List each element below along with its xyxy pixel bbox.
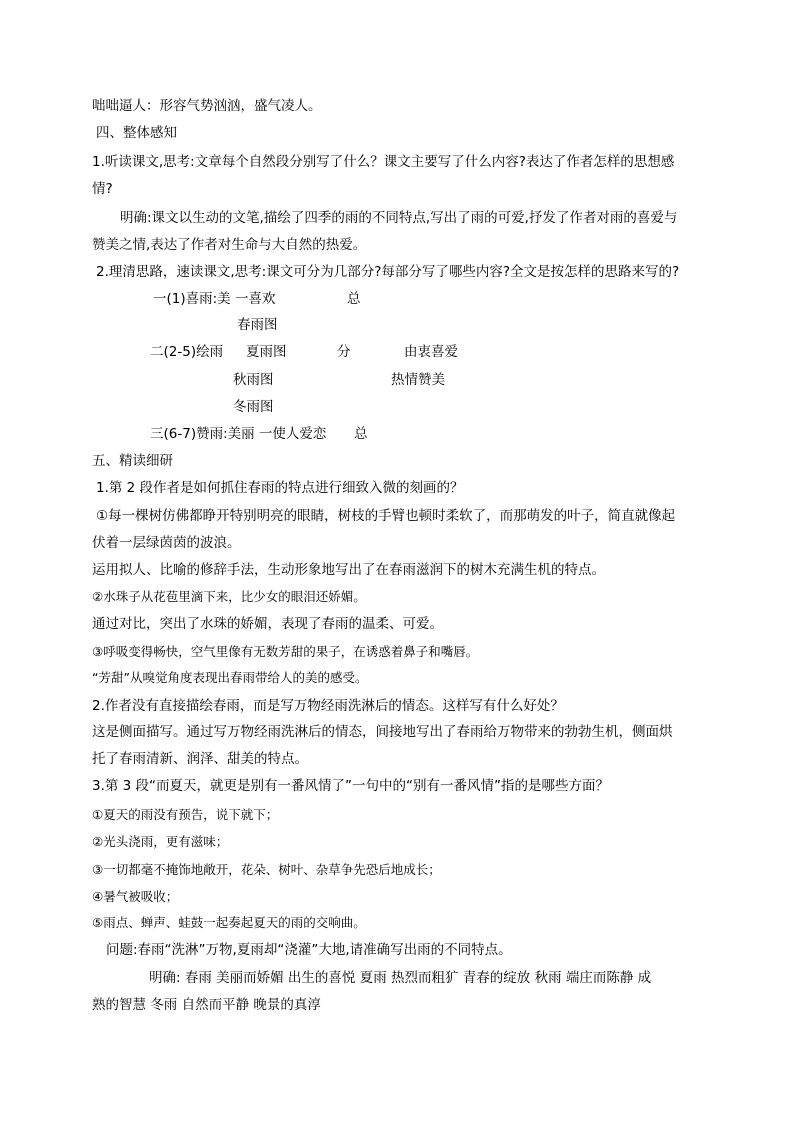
quote-2: ②水珠子从花苞里滴下来，比少女的眼泪还娇媚。: [92, 589, 366, 604]
outline-summer-rain: 夏雨图: [246, 344, 287, 360]
question-5: 3.第 3 段“而夏天，就更是别有一番风情了”一句中的“别有一番风情”指的是哪些方面？: [92, 778, 610, 794]
answer-6-line-2: 熟的智慧 冬雨 自然而平静 晚景的真淳: [92, 997, 321, 1013]
summer-point-3: ③一切都毫不掩饰地敞开，花朵、树叶、杂草争先恐后地成长；: [92, 862, 441, 877]
question-3: 1.第 2 段作者是如何抓住春雨的特点进行细致入微的刻画的？: [96, 480, 464, 496]
summer-point-2: ②光头浇雨，更有滋味；: [92, 834, 229, 849]
quote-1-line-2: 伏着一层绿茵茵的波浪。: [92, 535, 241, 551]
answer-4-line-1: 这是侧面描写。通过写万物经雨洗淋后的情态，间接地写出了春雨给万物带来的勃勃生机，侧面烘: [92, 724, 673, 740]
outline-warm-praise: 热情赞美: [391, 372, 445, 388]
outline-part-3-summary: 总: [354, 426, 368, 442]
outline-spring-rain: 春雨图: [237, 317, 278, 333]
question-6: 问题:春雨“洗淋”万物,夏雨却“浇灌”大地,请准确写出雨的不同特点。: [106, 942, 512, 958]
question-1-line-2: 情?: [92, 181, 113, 197]
answer-6-line-1: 明确: 春雨 美丽而娇媚 出生的喜悦 夏雨 热烈而粗犷 青春的绽放 秋雨 端庄而陈静 成: [149, 970, 652, 986]
quote-1-line-1: ①每一棵树仿佛都睁开特别明亮的眼睛，树枝的手臂也顿时柔软了，而那萌发的叶子，简直就像起: [96, 508, 676, 524]
vocab-note: 咄咄逼人：形容气势汹汹，盛气凌人。: [92, 98, 322, 114]
outline-part-2-summary: 分: [337, 344, 351, 360]
answer-1-line-2: 赞美之情,表达了作者对生命与大自然的热爱。: [92, 237, 367, 253]
summer-point-4: ④暑气被吸收；: [92, 889, 179, 904]
analysis-2: 通过对比，突出了水珠的娇媚，表现了春雨的温柔、可爱。: [92, 616, 443, 632]
answer-1-line-1: 明确:课文以生动的文笔,描绘了四季的雨的不同特点,写出了雨的可爱,抒发了作者对雨的喜爱与: [120, 210, 678, 226]
outline-sincere-love: 由衷喜爱: [404, 344, 458, 360]
outline-autumn-rain: 秋雨图: [233, 372, 274, 388]
section-heading-overall: 四、整体感知: [96, 125, 177, 141]
outline-winter-rain: 冬雨图: [233, 399, 274, 415]
answer-4-line-2: 托了春雨清新、润泽、甜美的特点。: [92, 751, 308, 767]
analysis-1: 运用拟人、比喻的修辞手法，生动形象地写出了在春雨滋润下的树木充满生机的特点。: [92, 562, 605, 578]
question-2: 2.理清思路，速读课文,思考:课文可分为几部分?每部分写了哪些内容?全文是按怎样的思路来写的?: [96, 264, 680, 280]
question-1-line-1: 1.听读课文,思考:文章每个自然段分别写了什么？课文主要写了什么内容?表达了作者怎样的思想感: [92, 154, 675, 170]
outline-part-3: 三(6-7)赞雨:美丽 一使人爱恋: [150, 426, 327, 442]
summer-point-1: ①夏天的雨没有预告，说下就下；: [92, 807, 279, 822]
analysis-3: “芳甜”从嗅觉角度表现出春雨带给人的美的感受。: [92, 670, 368, 685]
question-4: 2.作者没有直接描绘春雨，而是写万物经雨洗淋后的情态。这样写有什么好处？: [92, 698, 564, 714]
section-heading-close-reading: 五、精读细研: [92, 453, 173, 469]
outline-part-2: 二(2-5)绘雨: [150, 344, 224, 360]
outline-part-1: 一(1)喜雨:美 一喜欢: [153, 291, 276, 307]
summer-point-5: ⑤雨点、蝉声、蛙鼓一起奏起夏天的雨的交响曲。: [92, 915, 366, 930]
quote-3: ③呼吸变得畅快，空气里像有无数芳甜的果子，在诱惑着鼻子和嘴唇。: [92, 644, 479, 659]
outline-part-1-summary: 总: [347, 291, 361, 307]
